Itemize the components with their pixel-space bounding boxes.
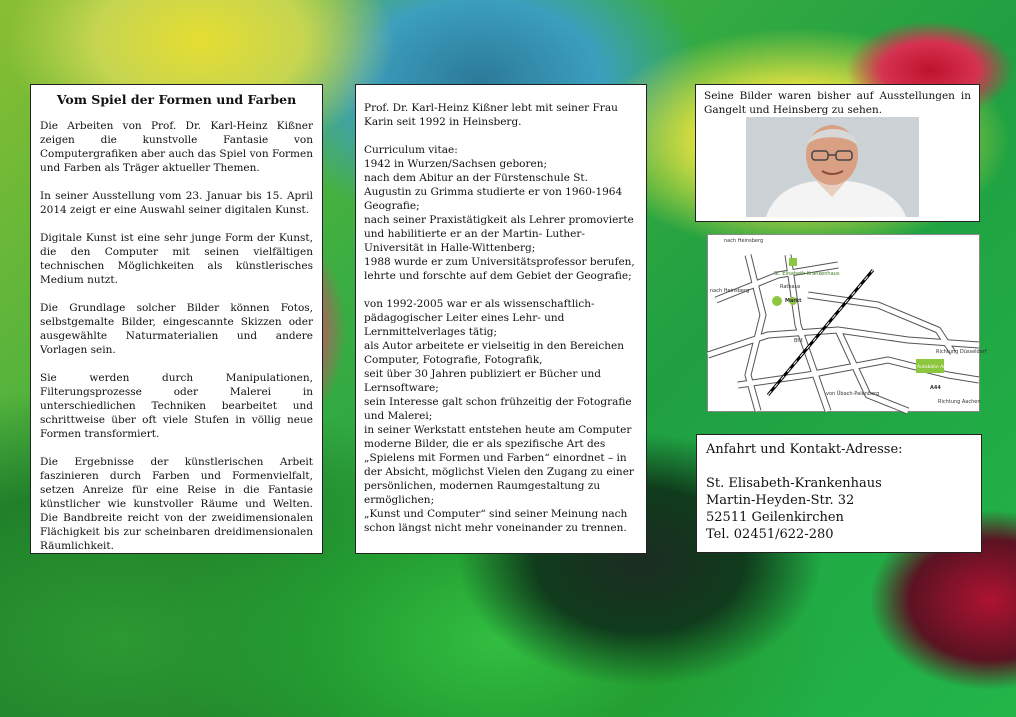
cv-line: nach seiner Praxistätigkeit als Lehrer promovierte und habilitierte er an der Martin- Luther-Universität in Halle-Wittenberg; <box>364 214 634 254</box>
svg-text:Richtung Düsseldorf <box>936 349 987 355</box>
hospital-marker <box>789 258 797 266</box>
cv-line: 1988 wurde er zum Universitätsprofessor berufen, lehrte und forschte auf dem Gebiet der Geografie; <box>364 256 635 282</box>
portrait-illustration <box>746 117 919 217</box>
career-line: „Kunst und Computer“ sind seiner Meinung nach schon längst nicht mehr voneinander zu trennen. <box>364 508 628 534</box>
contact-panel <box>696 434 982 553</box>
map-label-markt: Markt <box>785 298 802 304</box>
contact-phone[interactable]: Tel. 02451/622-280 <box>706 527 834 542</box>
svg-text:nach Heinsberg <box>710 288 749 294</box>
bio-intro: Prof. Dr. Karl-Heinz Kißner lebt mit seiner Frau Karin seit 1992 in Heinsberg. <box>364 102 618 128</box>
map-label-aachen: Richtung Aachen <box>938 399 981 405</box>
markt-marker <box>772 296 782 306</box>
exhibitions-panel <box>695 84 980 222</box>
svg-text:Richtung Aachen <box>938 399 981 405</box>
contact-line: Martin-Heyden-Str. 32 <box>706 493 855 508</box>
svg-text:Rathaus <box>780 284 801 290</box>
paragraph: In seiner Ausstellung vom 23. Januar bis 15. April 2014 zeigt er eine Auswahl seiner digitalen Kunst. <box>40 190 313 216</box>
map-label-heinsberg1: nach Heinsberg <box>724 238 764 244</box>
map-label-duesseldorf: Richtung Düsseldorf <box>936 349 987 355</box>
article-panel <box>30 84 323 554</box>
paragraph: Die Arbeiten von Prof. Dr. Karl-Heinz Kißner zeigen die kunstvolle Fantasie von Computergrafiken aber auch das Spiel von Formen und Farben als Träger aktueller Themen. <box>40 120 313 174</box>
map-label-hospital: St. Elisabeth Krankenhaus <box>774 271 840 277</box>
map-label-a44: A44 <box>930 385 941 391</box>
svg-text:nach Heinsberg <box>724 238 763 244</box>
paragraph: Die Grundlage solcher Bilder können Fotos, selbstgemalte Bilder, eingescannte Skizzen oder ausgewählte Naturmaterialien und andere Vorlagen sein. <box>40 302 313 356</box>
paragraph: Sie werden durch Manipulationen, Filterungsprozesse oder Malerei in unterschiedlichen Techniken bearbeitet und schrittweise über oft viele Stufen in völlig neue Formen transformiert. <box>40 372 313 440</box>
exhibitions-text: Seine Bilder waren bisher auf Ausstellungen in Gangelt und Heinsberg zu sehen. <box>704 90 971 116</box>
career-section <box>364 297 638 535</box>
career-line: seit über 30 Jahren publiziert er Bücher und Lernsoftware; <box>364 368 601 394</box>
cv-section <box>364 143 638 283</box>
biography-panel <box>355 84 647 554</box>
svg-text:Autobahn Ausfahrt <box>917 364 960 370</box>
paragraph: Die Ergebnisse der künstlerischen Arbeit faszinieren durch Farben und Formenvielfalt, setzen Anreize für eine Reise in die Fantasie künstlicher wie kunstvoller Räume und Welten. Die Bandbreite reicht von der zweidimensionalen Flächigkeit bis zur scheinbaren dreidimensionalen Räumlichkeit. <box>40 456 313 552</box>
svg-text:St. Elisabeth Krankenhaus <box>774 271 840 277</box>
svg-text:von Übach-Palenberg <box>826 390 879 397</box>
contact-line: St. Elisabeth-Krankenhaus <box>706 476 882 491</box>
career-line: in seiner Werkstatt entstehen heute am Computer moderne Bilder, die er als spezifische Art des „Spielens mit Formen und Farben“ einordnet – in der Absicht, möglichst Vielen den Zugang zu einer persönlichen, modernen Raumgestaltung zu ermöglichen; <box>364 424 634 506</box>
cv-line: nach dem Abitur an der Fürstenschule St. Augustin zu Grimma studierte er von 1960-1964 Geografie; <box>364 172 623 212</box>
paragraph: Digitale Kunst ist eine sehr junge Form der Kunst, die den Computer mit seinen vielfältigen technischen Möglichkeiten als künstlerisches Medium nutzt. <box>40 232 313 286</box>
contact-line: 52511 Geilenkirchen <box>706 510 844 525</box>
cv-line: 1942 in Wurzen/Sachsen geboren; <box>364 158 548 170</box>
map-label-heinsberg2: nach Heinsberg <box>710 288 750 294</box>
cv-heading: Curriculum vitae: <box>364 144 458 156</box>
map-label-uebach: von Übach-Palenberg <box>826 391 880 397</box>
svg-text:Markt <box>785 298 802 304</box>
map-label-rathaus: Rathaus <box>780 284 801 290</box>
article-title: Vom Spiel der Formen und Farben <box>56 92 297 107</box>
career-line: sein Interesse galt schon frühzeitig der Fotografie und Malerei; <box>364 396 632 422</box>
svg-text:A44 <box>930 385 941 391</box>
directions-map <box>707 234 987 412</box>
career-line: als Autor arbeitete er vielseitig in den Bereichen Computer, Fotografie, Fotografik, <box>364 340 625 366</box>
career-line: von 1992-2005 war er als wissenschaftlich-pädagogischer Leiter eines Lehr- und Lernmittelverlages tätig; <box>364 298 595 338</box>
map-label-autobahn: Autobahn Ausfahrt <box>917 365 960 370</box>
map-label-bhf: Bhf. <box>794 338 804 344</box>
artist-photo <box>746 117 919 217</box>
contact-heading: Anfahrt und Kontakt-Adresse: <box>706 442 903 457</box>
map-graphic <box>708 235 987 411</box>
svg-text:Bhf. <box>794 338 804 344</box>
